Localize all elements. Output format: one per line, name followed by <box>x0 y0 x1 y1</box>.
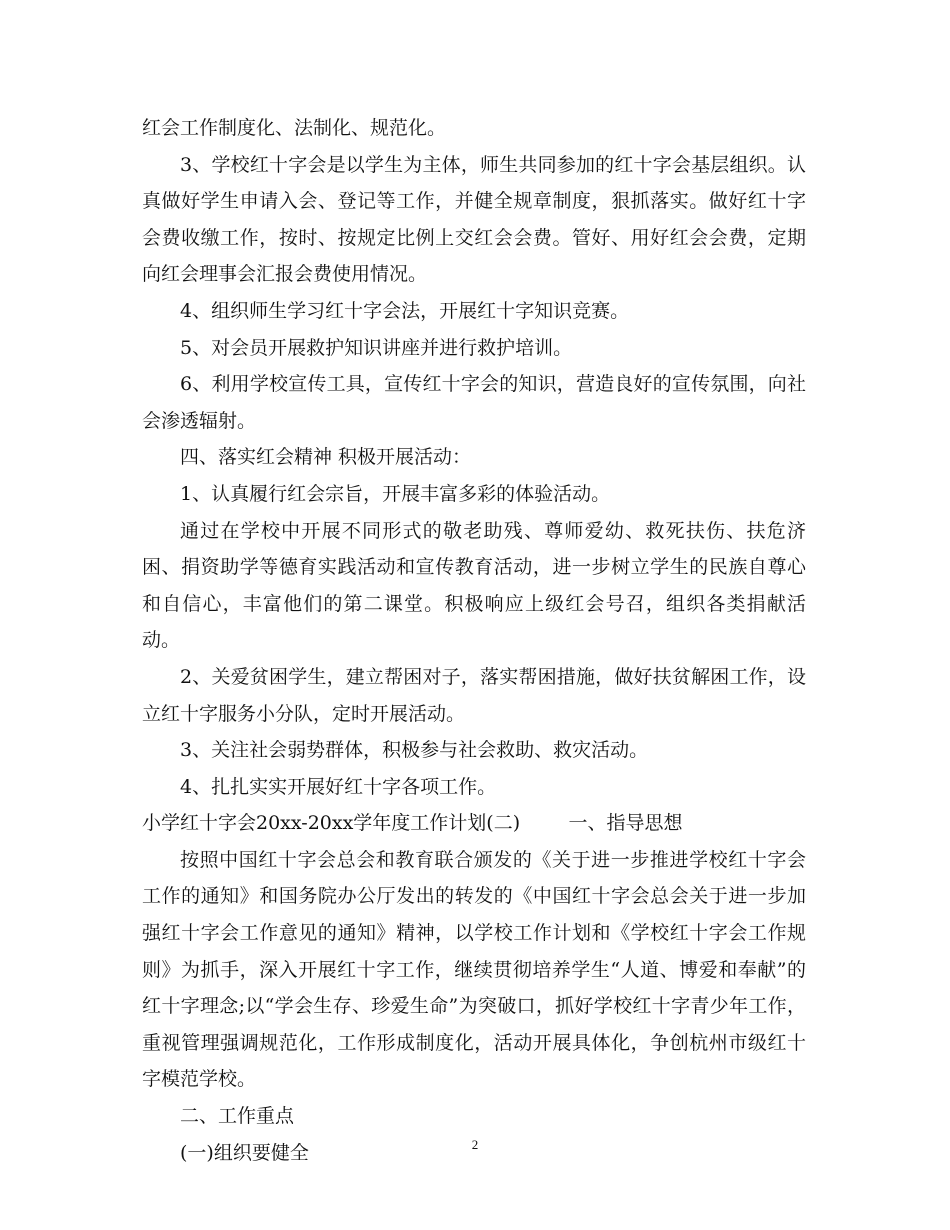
paragraph-item-6: 6、利用学校宣传工具，宣传红十字会的知识，营造良好的宣传氛围，向社会渗透辐射。 <box>142 373 806 432</box>
paragraph-activity-3: 3、关注社会弱势群体，积极参与社会救助、救灾活动。 <box>180 739 649 762</box>
paragraph-guiding-thought: 按照中国红十字会总会和教育联合颁发的《关于进一步推进学校红十字会工作的通知》和国务院办公厅发出的转发的《中国红十字会总会关于进一步加强红十字会工作意见的通知》精神，以学校工作计划和《学校红十字会工作规则》为抓手，深入开展红十字工作，继续贯彻培养学生“人道、博爱和奉献”的红十字理念;以“学会生存、珍爱生命”为突破口，抓好学校红十字青少年工作，重视管理强调规范化，工作形成制度化，活动开展具体化，争创杭州市级红十字模范学校。 <box>142 848 806 1091</box>
document-body <box>142 110 806 1171</box>
subsection-heading-organization: (一)组织要健全 <box>180 1141 309 1164</box>
plan-title-line: 小学红十字会20xx-20xx学年度工作计划(二) 一、指导思想 <box>142 812 683 835</box>
paragraph-item-4: 4、组织师生学习红十字会法，开展红十字知识竞赛。 <box>180 299 630 322</box>
page-number: 2 <box>471 1137 479 1152</box>
paragraph-item-5: 5、对会员开展救护知识讲座并进行救护培训。 <box>180 336 573 359</box>
paragraph-continuation: 红会工作制度化、法制化、规范化。 <box>142 117 447 139</box>
section-heading-4: 四、落实红会精神 积极开展活动： <box>180 446 472 469</box>
paragraph-activity-4: 4、扎扎实实开展好红十字各项工作。 <box>180 775 497 798</box>
paragraph-activity-2: 2、关爱贫困学生，建立帮困对子，落实帮困措施，做好扶贫解困工作，设立红十字服务小分队，定时开展活动。 <box>142 665 806 725</box>
section-heading-work-focus: 二、工作重点 <box>180 1105 295 1128</box>
paragraph-activity-1: 1、认真履行红会宗旨，开展丰富多彩的体验活动。 <box>180 482 611 505</box>
paragraph-activity-detail: 通过在学校中开展不同形式的敬老助残、尊师爱幼、救死扶伤、扶危济困、捐资助学等德育实践活动和宣传教育活动，进一步树立学生的民族自尊心和自信心，丰富他们的第二课堂。积极响应上级红会号召，组织各类捐献活动。 <box>142 519 806 652</box>
paragraph-item-3: 3、学校红十字会是以学生为主体，师生共同参加的红十字会基层组织。认真做好学生申请入会、登记等工作，并健全规章制度，狠抓落实。做好红十字会费收缴工作，按时、按规定比例上交红会会费。管好、用好红会会费，定期向红会理事会汇报会费使用情况。 <box>142 153 806 286</box>
